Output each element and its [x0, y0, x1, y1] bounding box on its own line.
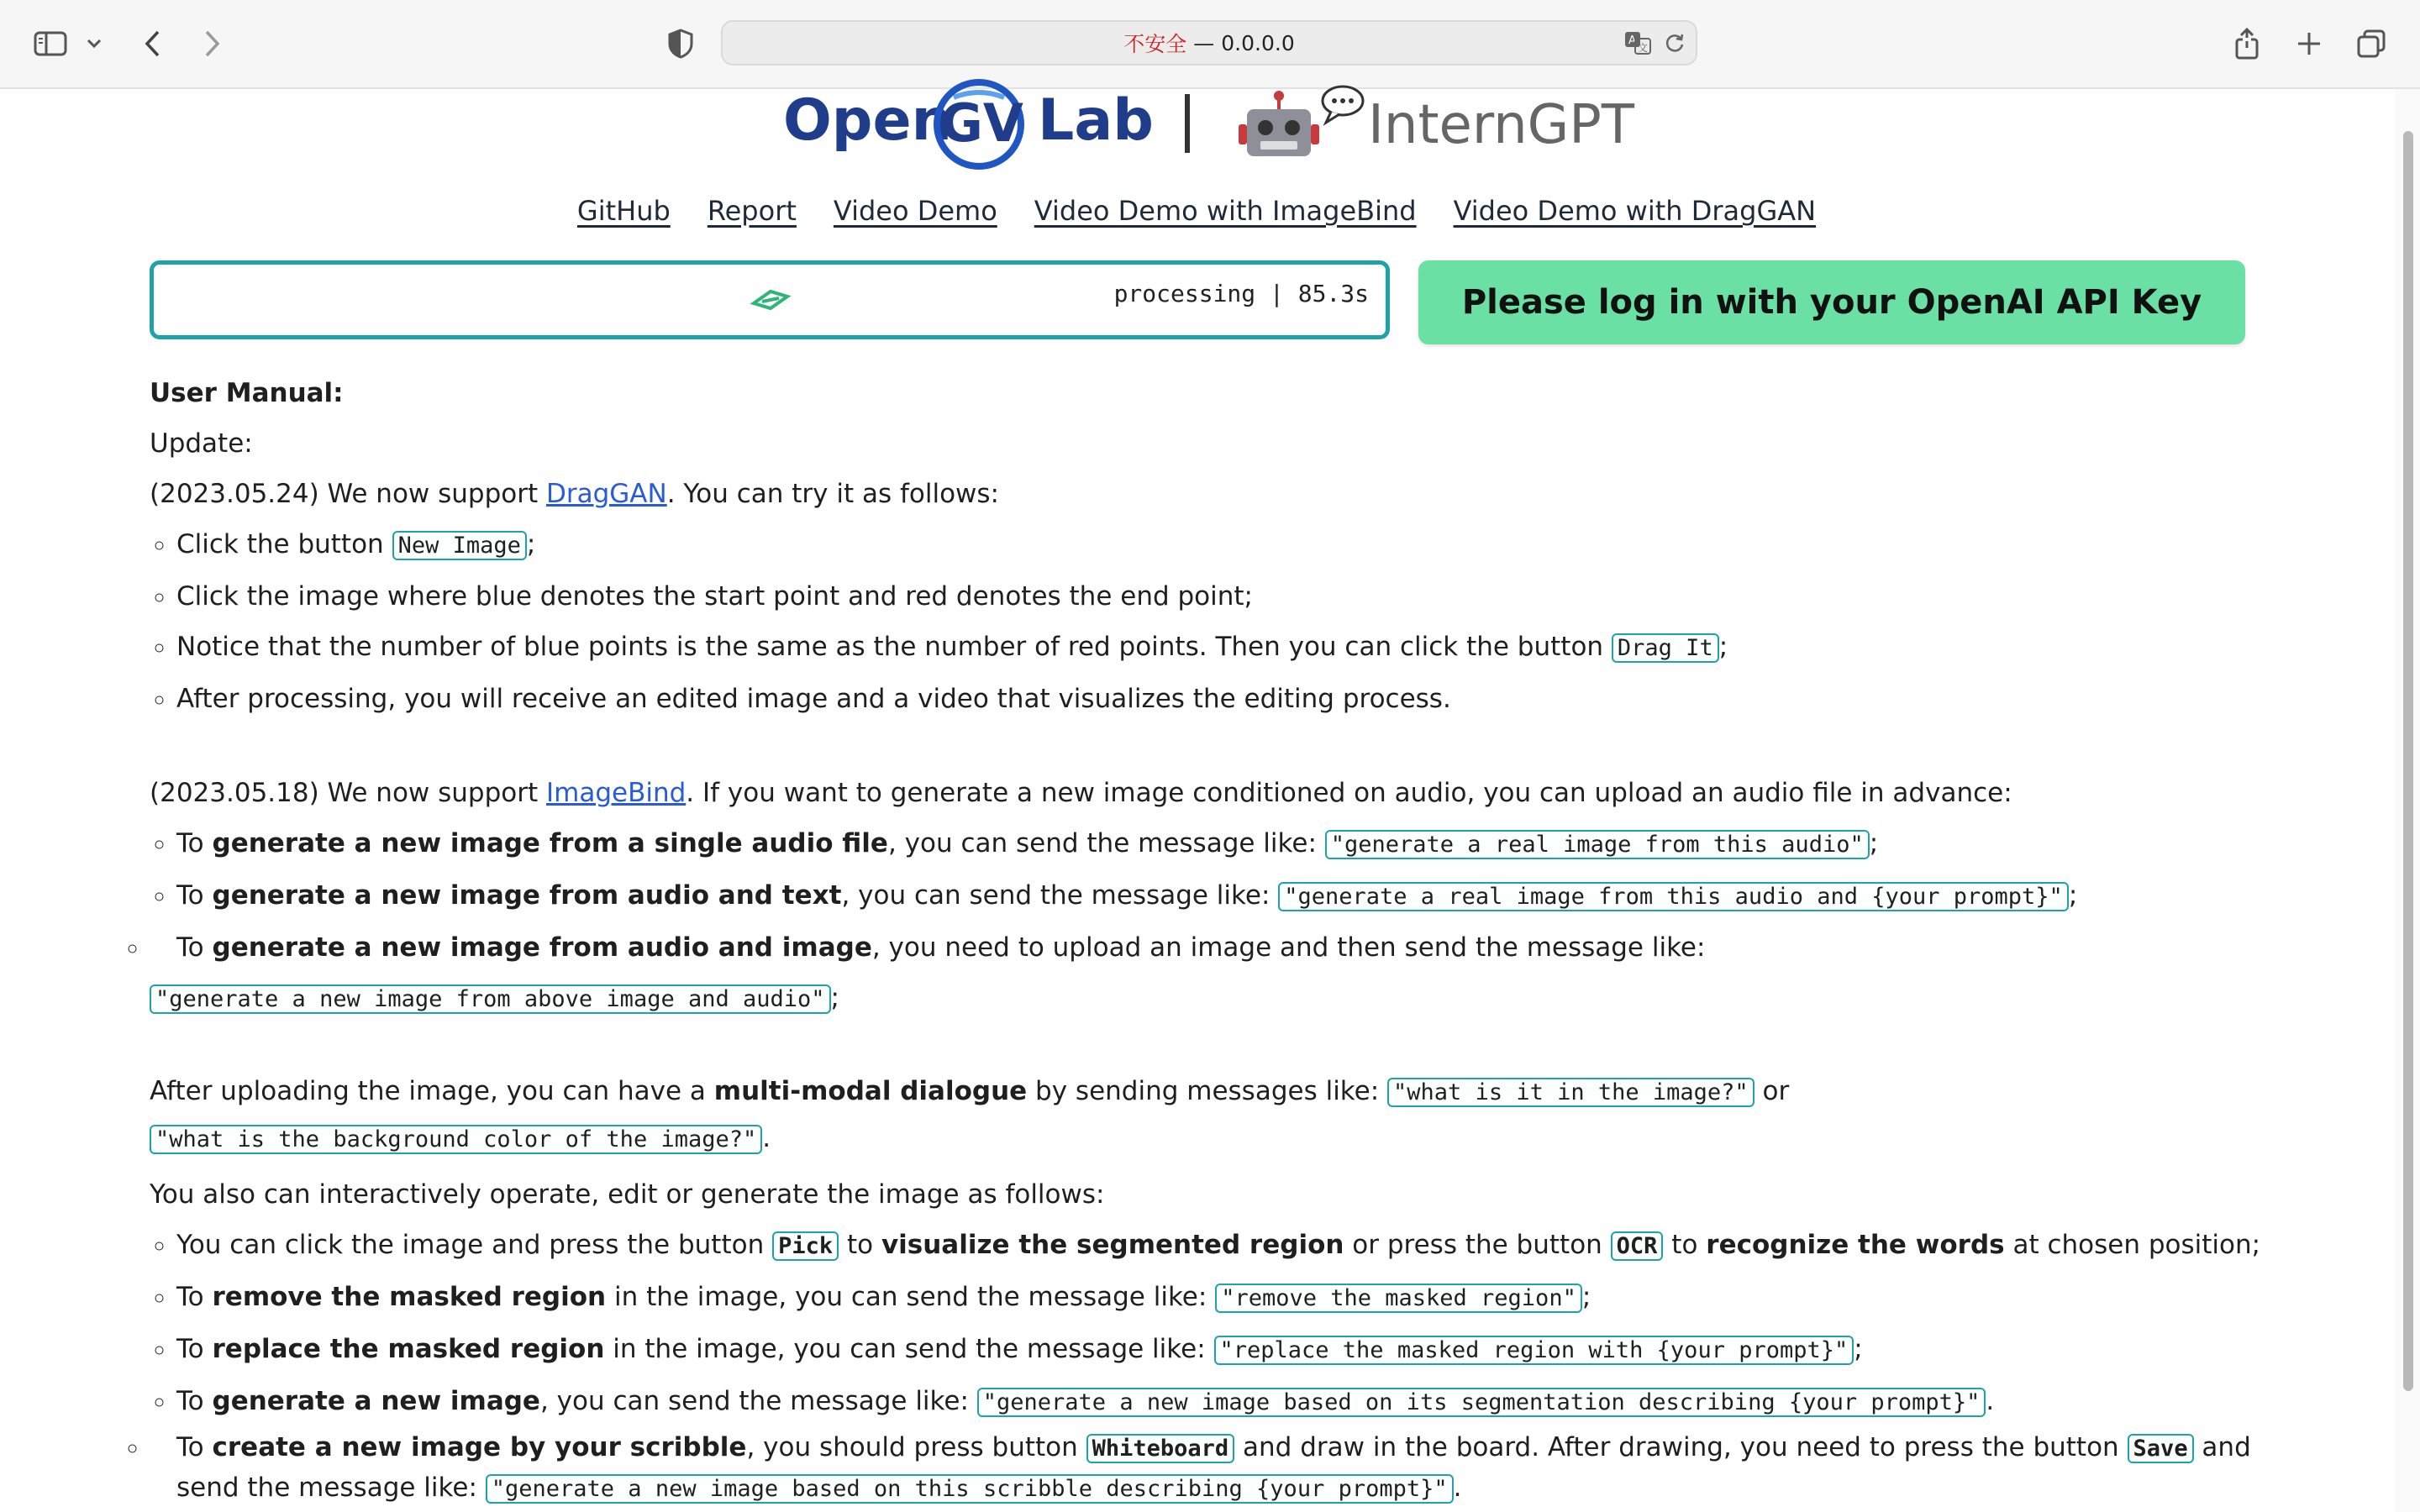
link-video-demo-imagebind[interactable]: Video Demo with ImageBind: [1034, 195, 1417, 227]
address-bar[interactable]: [721, 20, 1697, 66]
list-item: ◦ To generate a new image, you can send the message like: "generate a new image based on its segmentation describing {your prompt}" .: [176, 1376, 2267, 1428]
url-host: 0.0.0.0: [1221, 30, 1295, 55]
code-message: "remove the masked region": [1215, 1284, 1582, 1313]
code-save: Save: [2128, 1434, 2194, 1463]
svg-text:A: A: [1628, 34, 1636, 47]
code-pick: Pick: [772, 1231, 839, 1261]
nav-links: [0, 195, 2393, 227]
tab-overview-icon[interactable]: [2351, 24, 2391, 64]
list-item: ◦ Notice that the number of blue points is the same as the number of red points. Then you can click the button Drag It ;: [176, 622, 2267, 674]
code-new-image: New Image: [392, 531, 527, 560]
login-openai-button[interactable]: Please log in with your OpenAI API Key: [1418, 260, 2245, 344]
browser-toolbar: [0, 0, 2420, 89]
svg-text:Lab: Lab: [1038, 87, 1154, 154]
share-icon[interactable]: [2227, 24, 2267, 64]
operate-steps: [150, 1220, 2267, 1509]
progress-status-text: processing | 85.3s: [1113, 280, 1369, 307]
web-page: [0, 89, 2393, 1512]
svg-text:文: 文: [1638, 42, 1649, 54]
link-video-demo[interactable]: Video Demo: [833, 195, 997, 227]
speech-bubble-icon: [1319, 84, 1370, 126]
chevron-down-icon[interactable]: [77, 24, 111, 64]
code-message: "generate a real image from this audio": [1325, 830, 1870, 859]
code-message: "generate a real image from this audio and {your prompt}": [1278, 882, 2069, 911]
svg-text:GV: GV: [940, 92, 1023, 154]
svg-text:Open: Open: [783, 87, 953, 154]
logo-divider: [1185, 94, 1190, 153]
back-arrow-icon[interactable]: [133, 24, 173, 64]
imagebind-intro: (2023.05.18) We now support ImageBind. If you want to generate a new image conditioned on audio, you can upload an audio file in advance:: [150, 778, 2012, 808]
code-ocr: OCR: [1611, 1231, 1664, 1261]
operate-intro: You also can interactively operate, edit or generate the image as follows:: [150, 1179, 1105, 1210]
draggan-link[interactable]: DragGAN: [546, 479, 667, 509]
privacy-shield-icon[interactable]: [660, 24, 701, 64]
sidebar-icon[interactable]: [30, 24, 71, 64]
forward-arrow-icon[interactable]: [192, 24, 232, 64]
page-header: [0, 89, 2393, 181]
interngpt-logo-text: InternGPT: [1368, 94, 1634, 156]
draggan-intro: (2023.05.24) We now support DragGAN. You can try it as follows:: [150, 479, 999, 509]
link-video-demo-draggan[interactable]: Video Demo with DragGAN: [1453, 195, 1817, 227]
imagebind-link[interactable]: ImageBind: [546, 778, 687, 808]
page-scrollbar[interactable]: [2395, 89, 2420, 1512]
user-manual: [150, 368, 2267, 1509]
list-item: ◦ After processing, you will receive an edited image and a video that visualizes the editing process.: [176, 674, 2267, 724]
list-item: ◦ To replace the masked region in the image, you can send the message like: "replace the masked region with {your prompt}" ;: [176, 1324, 2267, 1376]
api-key-input-loading[interactable]: [150, 260, 1390, 339]
list-item: ◦ You can click the image and press the button Pick to visualize the segmented region or press the button OCR to recognize the words at chosen position;: [176, 1220, 2267, 1272]
imagebind-steps: [150, 818, 2267, 1025]
update-label: Update:: [150, 428, 253, 459]
loading-spinner-icon: [750, 285, 791, 318]
list-item: ◦ To generate a new image from audio and text, you can send the message like: "generate a real image from this audio and {your prompt}" ;: [176, 870, 2267, 922]
code-message: "replace the masked region with {your prompt}": [1214, 1336, 1854, 1365]
code-message: "generate a new image based on its segmentation describing {your prompt}": [977, 1388, 1986, 1417]
code-whiteboard: Whiteboard: [1086, 1434, 1235, 1463]
code-message: "what is it in the image?": [1387, 1078, 1754, 1107]
code-message: "generate a new image from above image and audio": [150, 984, 831, 1014]
insecure-label: 不安全: [1123, 32, 1187, 56]
opengvlab-logo: [783, 87, 1154, 181]
code-drag-it: Drag It: [1612, 633, 1719, 663]
list-item: ◦ To generate a new image from a single audio file, you can send the message like: "generate a real image from this audio" ;: [176, 818, 2267, 870]
link-github[interactable]: GitHub: [576, 195, 671, 227]
list-item: ◦ To generate a new image from audio and image, you need to upload an image and then send the message like: "generate a new image from above image and audio" ;: [150, 922, 2267, 1025]
url-separator: —: [1193, 30, 1215, 55]
scrollbar-thumb[interactable]: [2403, 131, 2413, 1391]
list-item: ◦ Click the button New Image ;: [176, 519, 2267, 571]
code-message: "what is the background color of the image?": [150, 1125, 762, 1154]
list-item: ◦ Click the image where blue denotes the start point and red denotes the end point;: [176, 571, 2267, 622]
new-tab-plus-icon[interactable]: [2289, 24, 2329, 64]
code-message: "generate a new image based on this scribble describing {your prompt}": [486, 1474, 1454, 1504]
reload-icon[interactable]: [1664, 32, 1686, 59]
translate-icon[interactable]: [1623, 30, 1654, 60]
draggan-steps: [150, 519, 2267, 724]
list-item: ◦ To create a new image by your scribble, you should press button Whiteboard and draw in the board. After drawing, you need to press the button Save and send the message like: "generate a new image based on this scribble describing {your prompt}" .: [150, 1428, 2267, 1509]
manual-heading: User Manual:: [150, 378, 344, 408]
link-report[interactable]: Report: [707, 195, 797, 227]
dialogue-paragraph: After uploading the image, you can have a multi-modal dialogue by sending messages like: "what is it in the image?" or "what is the background color of the image?" .: [150, 1076, 1790, 1153]
list-item: ◦ To remove the masked region in the image, you can send the message like: "remove the masked region" ;: [176, 1272, 2267, 1324]
